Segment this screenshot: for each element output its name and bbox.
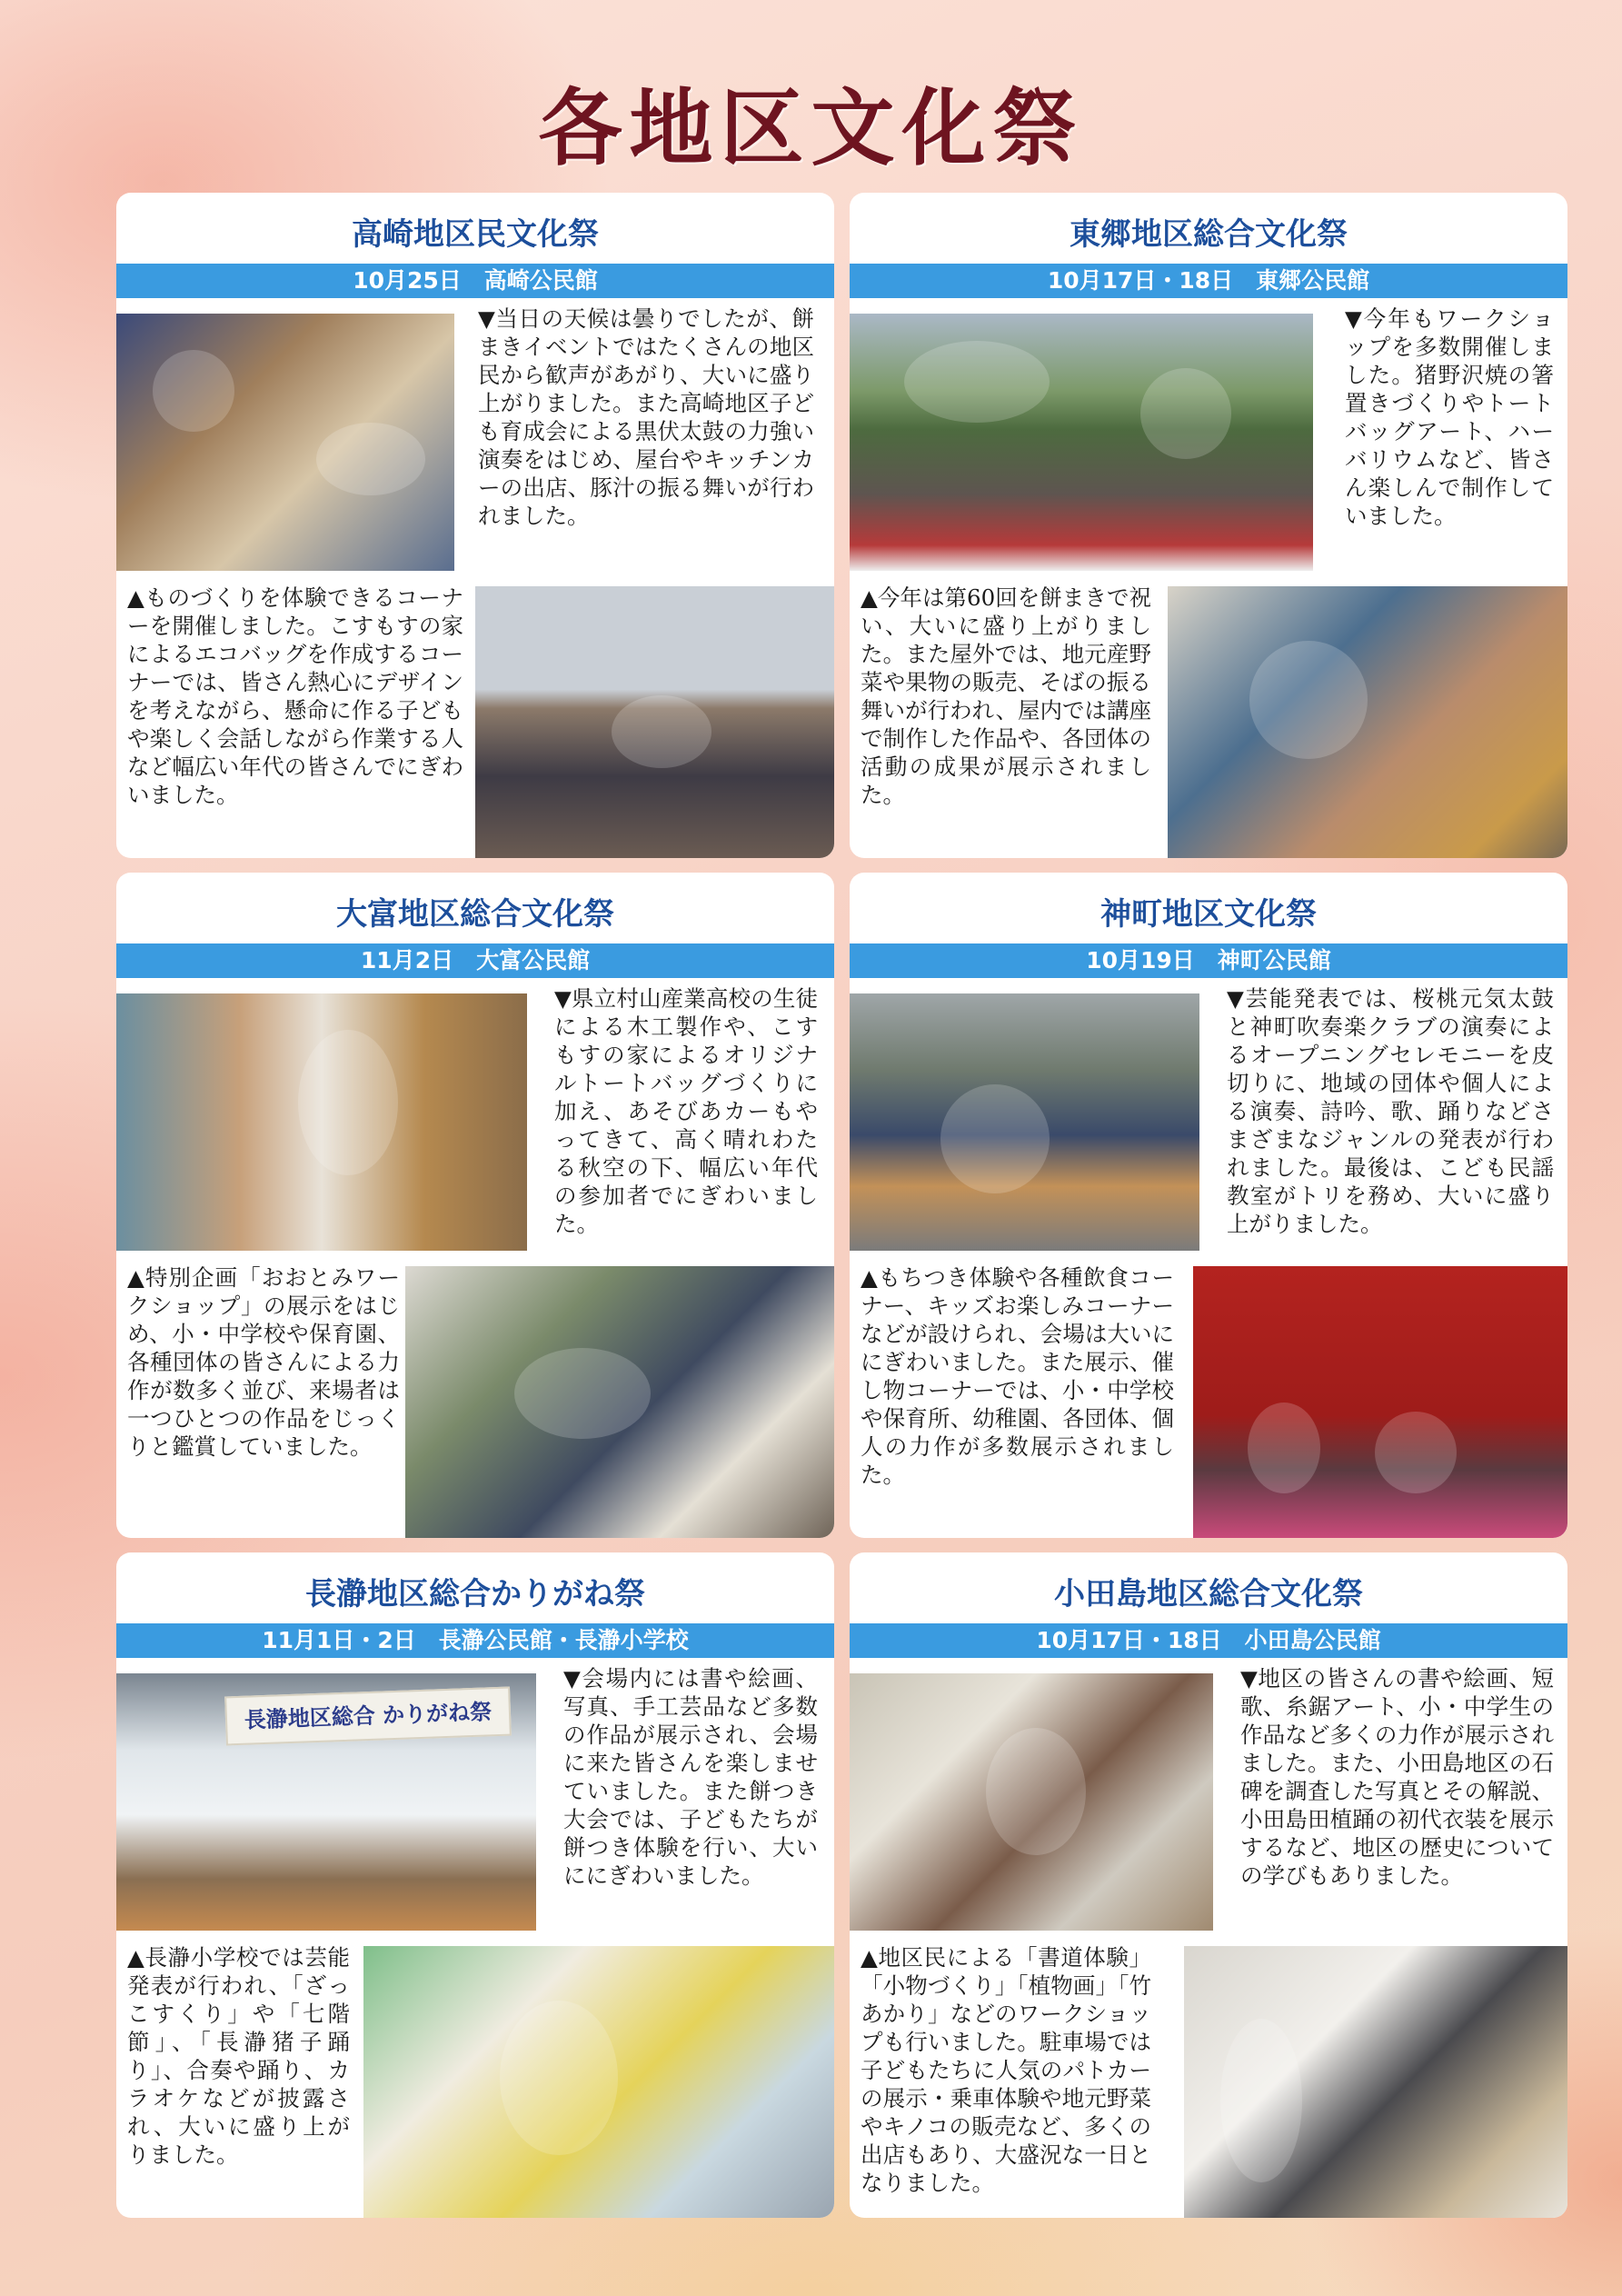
- festival-panel-otomi: [116, 873, 834, 1538]
- event-sign: 長瀞地区総合 かりがね祭: [224, 1687, 512, 1746]
- festival-panel-jinmachi: [850, 873, 1567, 1538]
- festival-name: 高崎地区民文化祭: [352, 216, 599, 253]
- festival-text-top: ▼会場内には書や絵画、写真、手工芸品など多数の作品が展示され、会場に来た皆さんを楽しませていました。また餅つき大会では、子どもたちが餅つき体験を行い、大いににぎわいました。: [563, 1665, 818, 1889]
- festival-name: 小田島地区総合文化祭: [1054, 1576, 1363, 1612]
- page-title: 各地区文化祭: [538, 79, 1084, 177]
- festival-date-venue: 10月19日 神町公民館: [850, 943, 1567, 978]
- festival-name: 大富地区総合文化祭: [336, 896, 614, 933]
- festival-text-top: ▼県立村山産業高校の生徒による木工製作や、こすもすの家によるオリジナルトートバッグづくりに加え、あそびあカーもやってきて、高く晴れわたる秋空の下、幅広い年代の参加者でにぎわいました。: [554, 985, 818, 1237]
- festival-panel-togo: [850, 193, 1567, 858]
- festival-date-venue: 11月1日・2日 長瀞公民館・長瀞小学校: [116, 1623, 834, 1658]
- festival-text-bottom: ▲長瀞小学校では芸能発表が行われ、「ざっこすくり」や「七階節」、「長瀞猪子踊り」、合奏や踊り、カラオケなどが披露され、大いに盛り上がりました。: [127, 1944, 350, 2168]
- festival-text-top: ▼地区の皆さんの書や絵画、短歌、糸鋸アート、小・中学生の作品など多くの力作が展示されました。また、小田島地区の石碑を調査した写真とその解説、小田島田植踊の初代衣装を展示するなど、地区の歴史についての学びもありました。: [1240, 1665, 1554, 1889]
- festival-text-bottom: ▲ものづくりを体験できるコーナーを開催しました。こすもすの家によるエコバッグを作成するコーナーでは、皆さん熱心にデザインを考えながら、懸命に作る子どもや楽しく会話しながら作業する人など幅広い年代の皆さんでにぎわいました。: [127, 584, 463, 808]
- festival-date-venue: 10月17日・18日 小田島公民館: [850, 1623, 1567, 1658]
- festival-date-venue: 10月17日・18日 東郷公民館: [850, 264, 1567, 298]
- festival-panel-nagatoro: [116, 1552, 834, 2218]
- festival-text-bottom: ▲地区民による「書道体験」「小物づくり」「植物画」「竹あかり」などのワークショップも行いました。駐車場では子どもたちに人気のパトカーの展示・乗車体験や地元野菜やキノコの販売など、多くの出店もあり、大盛況な一日となりました。: [861, 1944, 1151, 2196]
- festival-text-bottom: ▲今年は第60回を餅まきで祝い、大いに盛り上がりました。また屋外では、地元産野菜や果物の販売、そばの振る舞いが行われ、屋内では講座で制作した作品や、各団体の活動の成果が展示されました。: [861, 584, 1151, 808]
- event-photo: [116, 1673, 536, 1931]
- festival-text-bottom: ▲もちつき体験や各種飲食コーナー、キッズお楽しみコーナーなどが設けられ、会場は大いににぎわいました。また展示、催し物コーナーでは、小・中学校や保育所、幼稚園、各団体、個人の力作が多数展示されました。: [861, 1264, 1174, 1488]
- festival-date-venue: 11月2日 大富公民館: [116, 943, 834, 978]
- festival-panel-takasaki: [116, 193, 834, 858]
- festival-text-bottom: ▲特別企画「おおとみワークショップ」の展示をはじめ、小・中学校や保育園、各種団体の皆さんによる力作が数多く並び、来場者は一つひとつの作品をじっくりと鑑賞していました。: [127, 1264, 400, 1460]
- festival-date-venue: 10月25日 高崎公民館: [116, 264, 834, 298]
- festival-text-top: ▼当日の天候は曇りでしたが、餅まきイベントではたくさんの地区民から歓声があがり、大いに盛り上がりました。また高崎地区子ども育成会による黒伏太鼓の力強い演奏をはじめ、屋台やキッチンカーの出店、豚汁の振る舞いが行われました。: [478, 305, 814, 529]
- event-photo: [363, 1946, 834, 2218]
- event-photo: [405, 1266, 834, 1538]
- festival-name: 神町地区文化祭: [1100, 896, 1317, 933]
- festival-panel-odashima: [850, 1552, 1567, 2218]
- festival-text-top: ▼芸能発表では、桜桃元気太鼓と神町吹奏楽クラブの演奏によるオープニングセレモニーを皮切りに、地域の団体や個人による演奏、詩吟、歌、踊りなどさまざまなジャンルの発表が行われました。最後は、こども民謡教室がトリを務め、大いに盛り上がりました。: [1227, 985, 1554, 1237]
- event-photo: [1168, 586, 1567, 858]
- event-photo: [1184, 1946, 1567, 2218]
- event-photo: [475, 586, 834, 858]
- festival-text-top: ▼今年もワークショップを多数開催しました。猪野沢焼の箸置きづくりやトートバッグアート、ハーバリウムなど、皆さん楽しんで制作していました。: [1345, 305, 1554, 529]
- festival-name: 東郷地区総合文化祭: [1070, 216, 1348, 253]
- event-photo: [850, 314, 1313, 571]
- event-photo: [116, 993, 527, 1251]
- event-photo: [850, 993, 1199, 1251]
- event-photo: [1193, 1266, 1567, 1538]
- festival-name: 長瀞地区総合かりがね祭: [305, 1576, 645, 1612]
- event-photo: [116, 314, 454, 571]
- event-photo: [850, 1673, 1213, 1931]
